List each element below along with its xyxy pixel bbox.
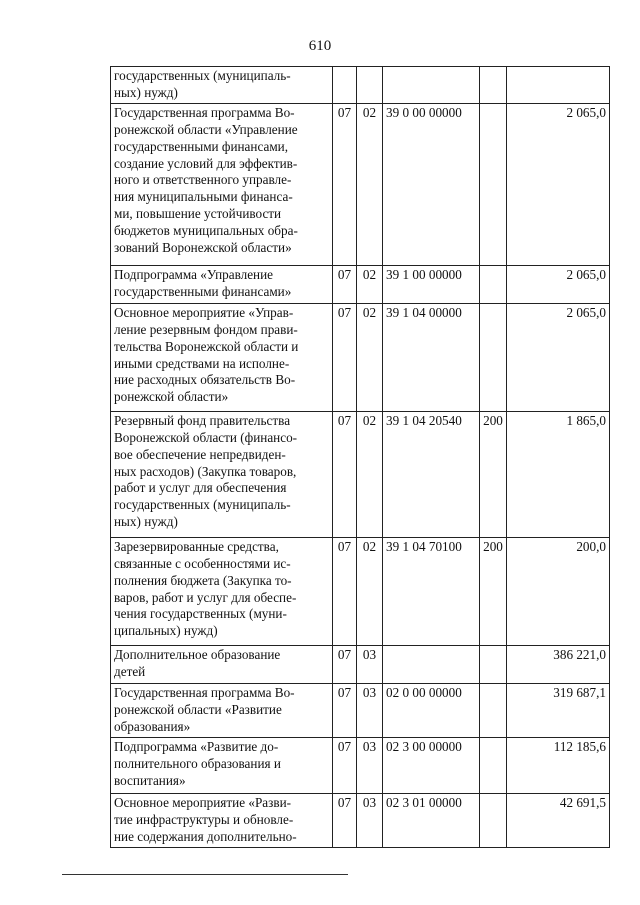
expense-type-cell: [480, 683, 507, 737]
expense-name-cell: Подпрограмма «Развитие до- полнительного образования и воспитания»: [111, 737, 333, 793]
subsection-code-cell: 03: [357, 793, 383, 847]
amount-cell: 2 065,0: [507, 265, 610, 303]
amount-cell: 386 221,0: [507, 645, 610, 683]
expense-name-cell: Резервный фонд правительства Воронежской области (финансо- вое обеспечение непредвиден- ных расходов) (Закупка товаров, работ и услуг для обеспечения государственных (муниципаль- ных) нужд): [111, 411, 333, 537]
expense-name-cell: Государственная программа Во- ронежской области «Управление государственными финансами, создание условий для эффектив- ного и ответственного управле- ния муниципальными финанса- ми, повышение устойчивости бюджетов муниципальных обра- зований Воронежской области»: [111, 103, 333, 265]
expense-type-cell: [480, 303, 507, 411]
target-article-cell: [383, 67, 480, 104]
section-code-cell: [333, 67, 357, 104]
subsection-code-cell: 02: [357, 411, 383, 537]
target-article-cell: [383, 645, 480, 683]
subsection-code-cell: 03: [357, 737, 383, 793]
expense-type-cell: [480, 793, 507, 847]
subsection-code-cell: 02: [357, 265, 383, 303]
amount-cell: 2 065,0: [507, 103, 610, 265]
expense-type-cell: [480, 737, 507, 793]
section-code-cell: 07: [333, 303, 357, 411]
table-row: [111, 737, 610, 793]
table-row: [111, 683, 610, 737]
footnote-divider: [62, 874, 348, 875]
expense-name-cell: Дополнительное образование детей: [111, 645, 333, 683]
expense-type-cell: [480, 103, 507, 265]
subsection-code-cell: 02: [357, 537, 383, 645]
expense-name-cell: Подпрограмма «Управление государственными финансами»: [111, 265, 333, 303]
budget-table-body: [111, 67, 610, 848]
budget-table: [110, 66, 610, 848]
subsection-code-cell: [357, 67, 383, 104]
target-article-cell: 02 0 00 00000: [383, 683, 480, 737]
section-code-cell: 07: [333, 737, 357, 793]
section-code-cell: 07: [333, 265, 357, 303]
expense-name-cell: государственных (муниципаль- ных) нужд): [111, 67, 333, 104]
target-article-cell: 39 1 04 20540: [383, 411, 480, 537]
amount-cell: 112 185,6: [507, 737, 610, 793]
section-code-cell: 07: [333, 683, 357, 737]
expense-type-cell: [480, 265, 507, 303]
expense-name-cell: Основное мероприятие «Управ- ление резервным фондом прави- тельства Воронежской области и иными средствами на исполне- ние расходных обязательств Во- ронежской области»: [111, 303, 333, 411]
target-article-cell: 39 0 00 00000: [383, 103, 480, 265]
table-row: [111, 411, 610, 537]
table-row: [111, 645, 610, 683]
subsection-code-cell: 02: [357, 103, 383, 265]
expense-type-cell: 200: [480, 411, 507, 537]
target-article-cell: 39 1 04 70100: [383, 537, 480, 645]
section-code-cell: 07: [333, 645, 357, 683]
amount-cell: [507, 67, 610, 104]
expense-name-cell: Основное мероприятие «Разви- тие инфраструктуры и обновле- ние содержания дополнительно-: [111, 793, 333, 847]
table-row: [111, 265, 610, 303]
expense-name-cell: Зарезервированные средства, связанные с особенностями ис- полнения бюджета (Закупка то- варов, работ и услуг для обеспе- чения государственных (муни- ципальных) нужд): [111, 537, 333, 645]
page-number: 610: [308, 38, 332, 54]
expense-type-cell: 200: [480, 537, 507, 645]
expense-name-cell: Государственная программа Во- ронежской области «Развитие образования»: [111, 683, 333, 737]
expense-type-cell: [480, 67, 507, 104]
target-article-cell: 39 1 04 00000: [383, 303, 480, 411]
section-code-cell: 07: [333, 793, 357, 847]
subsection-code-cell: 03: [357, 645, 383, 683]
target-article-cell: 39 1 00 00000: [383, 265, 480, 303]
amount-cell: 319 687,1: [507, 683, 610, 737]
table-row: [111, 793, 610, 847]
target-article-cell: 02 3 00 00000: [383, 737, 480, 793]
table-row: [111, 537, 610, 645]
subsection-code-cell: 03: [357, 683, 383, 737]
amount-cell: 2 065,0: [507, 303, 610, 411]
target-article-cell: 02 3 01 00000: [383, 793, 480, 847]
table-row: [111, 67, 610, 104]
amount-cell: 1 865,0: [507, 411, 610, 537]
amount-cell: 200,0: [507, 537, 610, 645]
table-row: [111, 103, 610, 265]
section-code-cell: 07: [333, 537, 357, 645]
subsection-code-cell: 02: [357, 303, 383, 411]
amount-cell: 42 691,5: [507, 793, 610, 847]
section-code-cell: 07: [333, 411, 357, 537]
expense-type-cell: [480, 645, 507, 683]
section-code-cell: 07: [333, 103, 357, 265]
table-row: [111, 303, 610, 411]
